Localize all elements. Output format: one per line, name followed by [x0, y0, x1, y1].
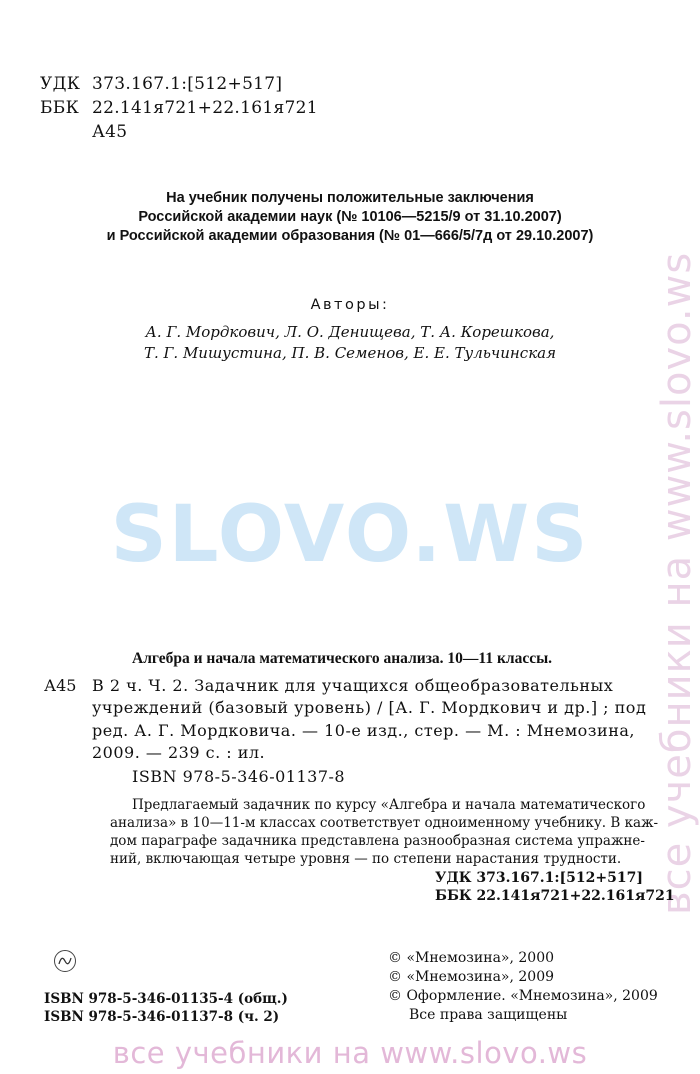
footer-isbn-2: ISBN 978-5-346-01137-8 (ч. 2) [44, 1009, 280, 1025]
annotation-line-4: ний, включающая четыре уровня — по степени нарастания трудности. [110, 851, 622, 867]
copyright-1: © «Мнемозина», 2000 [388, 950, 555, 966]
annotation-line-2: анализа» в 10—11-м классах соответствует одноименному учебнику. В каж- [110, 815, 659, 831]
bib-udk: УДК 373.167.1:[512+517] [435, 870, 643, 886]
bbk-line [40, 98, 318, 118]
side-watermark: все учебники на www.slovo.ws [654, 251, 700, 915]
annotation-line-1: Предлагаемый задачник по курсу «Алгебра и начала математического [132, 797, 646, 813]
author-mark: А45 [92, 122, 128, 142]
approval-line-3: и Российской академии образования (№ 01—666/5/7д от 29.10.2007) [106, 228, 594, 244]
authors-line-1: А. Г. Мордкович, Л. О. Денищева, Т. А. Корешкова, [145, 323, 555, 341]
bbk-label: ББК [40, 98, 80, 118]
udk-line [40, 74, 282, 94]
publisher-logo-icon [54, 950, 76, 972]
authors-header: Авторы: [310, 297, 390, 313]
bib-isbn: ISBN 978-5-346-01137-8 [132, 767, 346, 786]
approval-line-1: На учебник получены положительные заключения [166, 190, 534, 206]
copyright-3: © Оформление. «Мнемозина», 2009 [388, 988, 658, 1004]
bbk-value: 22.141я721+22.161я721 [92, 98, 318, 118]
footer-isbn-1: ISBN 978-5-346-01135-4 (общ.) [44, 991, 288, 1007]
bib-line-2: учреждений (базовый уровень) / [А. Г. Мордкович и др.] ; под [92, 698, 647, 717]
copyright-2: © «Мнемозина», 2009 [388, 969, 555, 985]
bib-code: А45 [44, 676, 77, 695]
udk-value: 373.167.1:[512+517] [92, 74, 283, 94]
center-watermark: SLOVO.WS [110, 490, 590, 580]
bottom-watermark: все учебники на www.slovo.ws [112, 1036, 588, 1070]
bib-title: Алгебра и начала математического анализа. 10—11 классы. [132, 650, 553, 667]
bib-line-3: ред. А. Г. Мордковича. — 10-е изд., стер. — М. : Мнемозина, [92, 721, 635, 740]
bib-line-4: 2009. — 239 с. : ил. [92, 743, 266, 762]
authors-line-2: Т. Г. Мишустина, П. В. Семенов, Е. Е. Тульчинская [143, 344, 557, 362]
annotation-line-3: дом параграфе задачника представлена разнообразная система упражне- [110, 833, 645, 849]
all-rights-reserved: Все права защищены [409, 1007, 568, 1023]
udk-label: УДК [40, 74, 81, 94]
bib-bbk: ББК 22.141я721+22.161я721 [435, 888, 675, 904]
bib-line-1: В 2 ч. Ч. 2. Задачник для учащихся общеобразовательных [92, 676, 614, 695]
approval-line-2: Российской академии наук (№ 10106—5215/9 от 31.10.2007) [138, 209, 562, 225]
